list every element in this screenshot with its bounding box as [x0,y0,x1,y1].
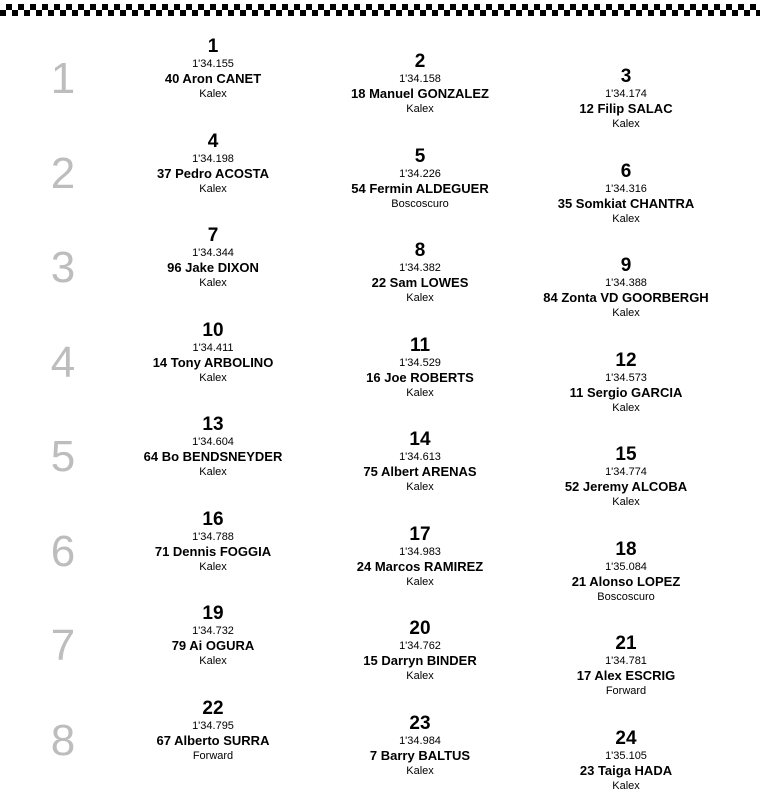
lap-time: 1'34.388 [605,277,647,289]
team-name: Kalex [199,371,227,384]
grid-slot [526,162,726,226]
grid-position: 13 [202,414,224,435]
team-name: Kalex [612,307,640,319]
grid-position: 3 [620,66,632,87]
grid-position: 2 [414,51,426,72]
rider-name: 96 Jake DIXON [167,260,259,275]
rider-name: 14 Tony ARBOLINO [152,354,274,370]
rider-name: 21 Alonso LOPEZ [571,573,681,589]
grid-slot [113,132,313,196]
grid-position: 11 [409,334,431,356]
grid-slot [320,241,520,305]
grid-slot [526,540,726,604]
grid-slot [320,430,520,494]
grid-slot [526,256,726,320]
grid-slot [320,525,520,589]
team-name: Kalex [199,88,227,100]
lap-time: 1'34.198 [192,152,234,165]
grid-row-number: 5 [50,432,76,481]
lap-time: 1'34.762 [399,640,441,652]
grid-row-number: 3 [50,243,76,292]
grid-position: 17 [409,523,431,545]
grid-position: 7 [207,225,219,246]
rider-name: 15 Darryn BINDER [363,653,477,668]
lap-time: 1'34.795 [192,719,234,732]
rider-name: 54 Fermin ALDEGUER [351,180,489,196]
grid-slot [113,510,313,574]
lap-time: 1'34.604 [192,436,234,448]
grid-slot [320,714,520,778]
lap-time: 1'34.613 [399,451,441,463]
team-name: Kalex [199,560,227,573]
team-name: Kalex [199,655,227,667]
grid-slot [526,729,726,793]
rider-name: 17 Alex ESCRIG [576,668,676,683]
grid-slot [113,415,313,479]
grid-position: 15 [615,444,637,465]
grid-slot [113,321,313,385]
rider-name: 23 Taiga HADA [579,762,673,778]
grid-position: 18 [615,538,637,560]
grid-slot [113,226,313,290]
grid-row-number: 7 [50,621,76,670]
grid-slot [526,67,726,131]
rider-name: 16 Joe ROBERTS [366,369,474,385]
grid-row-number: 8 [50,715,76,765]
rider-name: 84 Zonta VD GOORBERGH [543,290,709,305]
grid-position: 5 [414,145,426,167]
rider-name: 52 Jeremy ALCOBA [564,479,688,494]
team-name: Kalex [612,212,640,225]
rider-name: 12 Filip SALAC [579,101,673,116]
grid-position: 8 [414,240,426,261]
team-name: Forward [605,685,647,697]
lap-time: 1'34.573 [605,371,647,384]
grid-position: 19 [202,603,224,624]
grid-slot [113,699,313,763]
grid-slot [113,604,313,668]
grid-slot [526,634,726,698]
lap-time: 1'34.174 [605,88,647,100]
lap-time: 1'34.984 [399,734,441,747]
lap-time: 1'34.788 [192,530,234,543]
rider-name: 71 Dennis FOGGIA [154,543,272,559]
grid-position: 16 [202,508,224,530]
team-name: Kalex [199,277,227,289]
grid-position: 4 [207,130,219,152]
lap-time: 1'34.774 [605,466,647,478]
grid-position: 12 [615,349,637,371]
rider-name: 18 Manuel GONZALEZ [351,86,489,101]
lap-time: 1'34.529 [399,356,441,369]
rider-name: 35 Somkiat CHANTRA [557,195,695,211]
grid-position: 24 [615,727,637,749]
lap-time: 1'34.983 [399,545,441,558]
team-name: Kalex [612,118,640,130]
team-name: Kalex [199,182,227,195]
grid-slot [526,351,726,415]
team-name: Boscoscuro [597,590,655,603]
grid-row-number: 2 [50,148,76,198]
lap-time: 1'34.316 [605,182,647,195]
lap-time: 1'34.781 [605,655,647,667]
lap-time: 1'34.411 [192,341,234,354]
rider-name: 7 Barry BALTUS [369,747,471,763]
grid-position: 22 [202,697,224,719]
team-name: Kalex [406,481,434,493]
team-name: Kalex [612,779,640,792]
grid-position: 21 [615,633,637,654]
rider-name: 40 Aron CANET [164,71,262,86]
lap-time: 1'34.158 [399,73,441,85]
lap-time: 1'34.155 [192,58,234,70]
team-name: Kalex [199,466,227,478]
lap-time: 1'35.105 [605,749,647,762]
grid-slot [320,52,520,116]
rider-name: 75 Albert ARENAS [363,464,477,479]
lap-time: 1'34.226 [399,167,441,180]
team-name: Kalex [406,575,434,588]
lap-time: 1'34.344 [192,247,234,259]
team-name: Boscoscuro [391,197,449,210]
team-name: Kalex [612,496,640,508]
grid-position: 9 [620,255,632,276]
rider-name: 67 Alberto SURRA [156,732,270,748]
lap-time: 1'34.382 [399,262,441,274]
grid-row-number: 1 [50,54,76,103]
rider-name: 11 Sergio GARCIA [569,384,683,400]
rider-name: 79 Ai OGURA [171,638,255,653]
lap-time: 1'35.084 [605,560,647,573]
grid-position: 14 [409,429,431,450]
rider-name: 24 Marcos RAMIREZ [356,558,484,574]
grid-position: 20 [409,618,431,639]
grid-position: 23 [409,712,431,734]
team-name: Kalex [406,386,434,399]
grid-slot [320,619,520,683]
grid-position: 1 [207,36,219,57]
rider-name: 64 Bo BENDSNEYDER [143,449,283,464]
team-name: Kalex [612,401,640,414]
team-name: Kalex [406,670,434,682]
team-name: Kalex [406,292,434,304]
grid-slot [113,37,313,101]
grid-row-number: 4 [50,337,76,387]
team-name: Forward [192,749,234,762]
rider-name: 22 Sam LOWES [371,275,469,290]
team-name: Kalex [406,764,434,777]
grid-slot [320,336,520,400]
grid-slot [320,147,520,211]
lap-time: 1'34.732 [192,625,234,637]
grid-position: 10 [202,319,224,341]
team-name: Kalex [406,103,434,115]
rider-name: 37 Pedro ACOSTA [157,165,269,181]
grid-position: 6 [620,160,632,182]
grid-row-number: 6 [50,526,76,576]
grid-slot [526,445,726,509]
